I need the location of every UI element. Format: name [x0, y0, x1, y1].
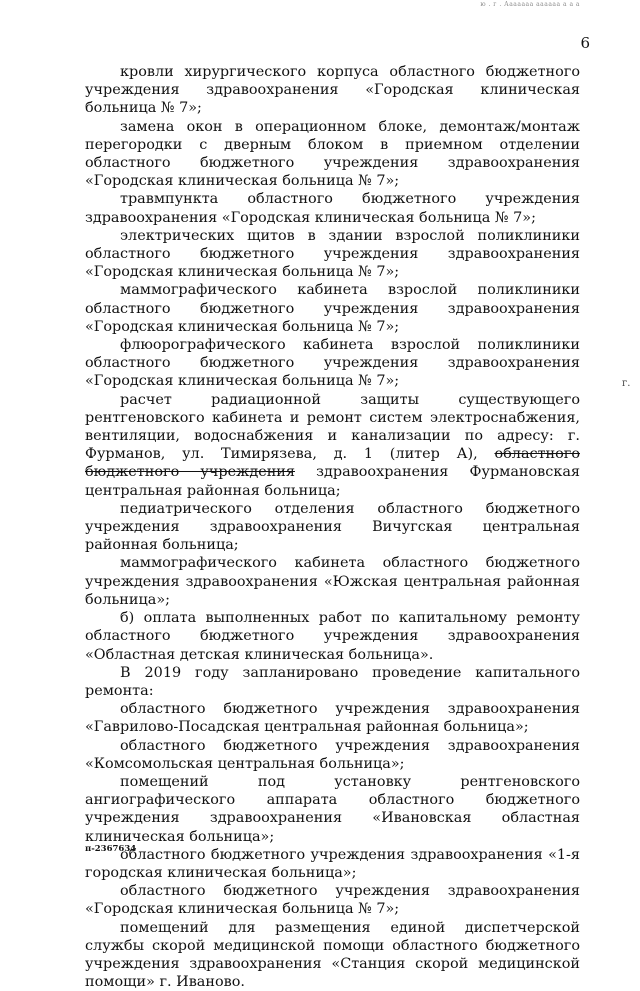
scan-header-mark: ю . г . Ааааааа аааааа а а а: [480, 1, 580, 8]
paragraph: электрических щитов в здании взрослой поликлиники областного бюджетного учреждения здравоохранения «Городская клиническая больница № 7»;: [85, 227, 580, 281]
page-number: 6: [580, 34, 590, 52]
paragraph: кровли хирургического корпуса областного бюджетного учреждения здравоохранения «Городская клиническая больница № 7»;: [85, 64, 580, 117]
paragraph: областного бюджетного учреждения здравоохранения «Городская клиническая больница № 7»;: [85, 883, 580, 918]
paragraph-radiation: [85, 391, 580, 500]
document-code: п-2367634: [85, 844, 137, 854]
paragraph: помещений для размещения единой диспетчерской службы скорой медицинской помощи областного бюджетного учреждения здравоохранения «Станция скорой медицинской помощи» г. Иваново.: [85, 919, 580, 991]
paragraph: замена окон в операционном блоке, демонтаж/монтаж перегородки с дверным блоком в приемном отделении областного бюджетного учреждения здравоохранения «Городская клиническая больница № 7»;: [85, 118, 580, 190]
paragraph: педиатрического отделения областного бюджетного учреждения здравоохранения Вичугская центральная районная больница;: [85, 500, 580, 554]
struck-through-text: областного бюджетного учреждения: [85, 446, 580, 481]
paragraph: травмпункта областного бюджетного учреждения здравоохранения «Городская клиническая больница № 7»;: [85, 191, 580, 226]
paragraph: маммографического кабинета взрослой поликлиники областного бюджетного учреждения здравоохранения «Городская клиническая больница № 7»;: [85, 282, 580, 335]
paragraph: В 2019 году запланировано проведение капитального ремонта:: [85, 664, 580, 699]
paragraph: областного бюджетного учреждения здравоохранения «1-я городская клиническая больница»;: [85, 846, 580, 881]
radiation-text-before: расчет радиационной защиты существующего рентгеновского кабинета и ремонт систем электроснабжения, вентиляции, водоснабжения и канализации по адресу: г. Фурманов, ул. Тимирязева, д. 1 (литер А),: [85, 391, 580, 463]
paragraph: помещений под установку рентгеновского ангиографического аппарата областного бюджетного учреждения здравоохранения «Ивановская областная клиническая больница»;: [85, 773, 580, 845]
paragraph: областного бюджетного учреждения здравоохранения «Гаврилово-Посадская центральная районная больница»;: [85, 701, 580, 736]
radiation-text-after: здравоохранения Фурмановская центральная районная больница;: [85, 464, 580, 499]
paragraph: маммографического кабинета областного бюджетного учреждения здравоохранения «Южская центральная районная больница»;: [85, 555, 580, 608]
margin-mark: г.: [622, 378, 631, 389]
paragraph: областного бюджетного учреждения здравоохранения «Комсомольская центральная больница»;: [85, 737, 580, 772]
paragraph: б) оплата выполненных работ по капитальному ремонту областного бюджетного учреждения здравоохранения «Областная детская клиническая больница».: [85, 610, 580, 663]
paragraph: флюорографического кабинета взрослой поликлиники областного бюджетного учреждения здравоохранения «Городская клиническая больница № 7»;: [85, 337, 580, 390]
body-text: [85, 63, 580, 991]
